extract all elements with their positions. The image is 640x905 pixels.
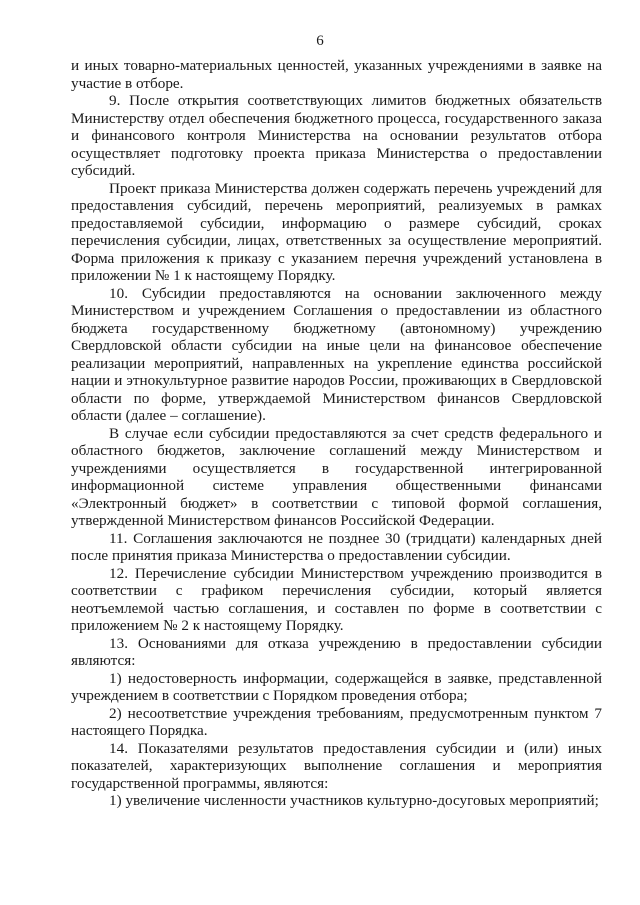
paragraph: 1) недостоверность информации, содержащейся в заявке, представленной учреждением в соответствии с Порядком проведения отбора; xyxy=(71,669,602,704)
paragraph: 12. Перечисление субсидии Министерством учреждению производится в соответствии с графиком перечисления субсидии, который является неотъемлемой частью соглашения, и составлен по форме в соответствии с приложением № 2 к настоящему Порядку. xyxy=(71,564,602,634)
paragraph: и иных товарно-материальных ценностей, указанных учреждениями в заявке на участие в отборе. xyxy=(71,57,602,92)
document-body xyxy=(71,57,602,810)
paragraph: 9. После открытия соответствующих лимитов бюджетных обязательств Министерству отдел обеспечения бюджетного процесса, государственного заказа и финансового контроля Министерства на основании результатов отбора осуществляет подготовку проекта приказа Министерства о предоставлении субсидий. xyxy=(71,92,602,179)
paragraph: Проект приказа Министерства должен содержать перечень учреждений для предоставления субсидий, перечень мероприятий, реализуемых в рамках предоставляемой субсидии, информацию о размере субсидий, сроках перечисления субсидии, лицах, ответственных за осуществление мероприятий. Форма приложения к приказу с указанием перечня учреждений установлена в приложении № 1 к настоящему Порядку. xyxy=(71,179,602,284)
paragraph: 13. Основаниями для отказа учреждению в предоставлении субсидии являются: xyxy=(71,634,602,669)
paragraph: 14. Показателями результатов предоставления субсидии и (или) иных показателей, характеризующих выполнение соглашения и мероприятия государственной программы, являются: xyxy=(71,739,602,792)
paragraph: В случае если субсидии предоставляются за счет средств федерального и областного бюджетов, заключение соглашений между Министерством и учреждениями осуществляется в государственной интегрированной информационной системе управления общественными финансами «Электронный бюджет» в соответствии с типовой формой соглашения, утвержденной Министерством финансов Российской Федерации. xyxy=(71,424,602,529)
paragraph: 2) несоответствие учреждения требованиям, предусмотренным пунктом 7 настоящего Порядка. xyxy=(71,704,602,739)
page-number: 6 xyxy=(316,33,324,49)
paragraph: 11. Соглашения заключаются не позднее 30 (тридцати) календарных дней после принятия приказа Министерства о предоставлении субсидии. xyxy=(71,529,602,564)
paragraph: 10. Субсидии предоставляются на основании заключенного между Министерством и учреждением Соглашения о предоставлении из областного бюджета государственному бюджетному (автономному) учреждению Свердловской области субсидии на иные цели на финансовое обеспечение реализации мероприятий, направленных на укрепление единства российской нации и этнокультурное развитие народов России, проживающих в Свердловской области по форме, утверждаемой Министерством финансов Свердловской области (далее – соглашение). xyxy=(71,284,602,424)
paragraph: 1) увеличение численности участников культурно-досуговых мероприятий; xyxy=(109,792,599,809)
